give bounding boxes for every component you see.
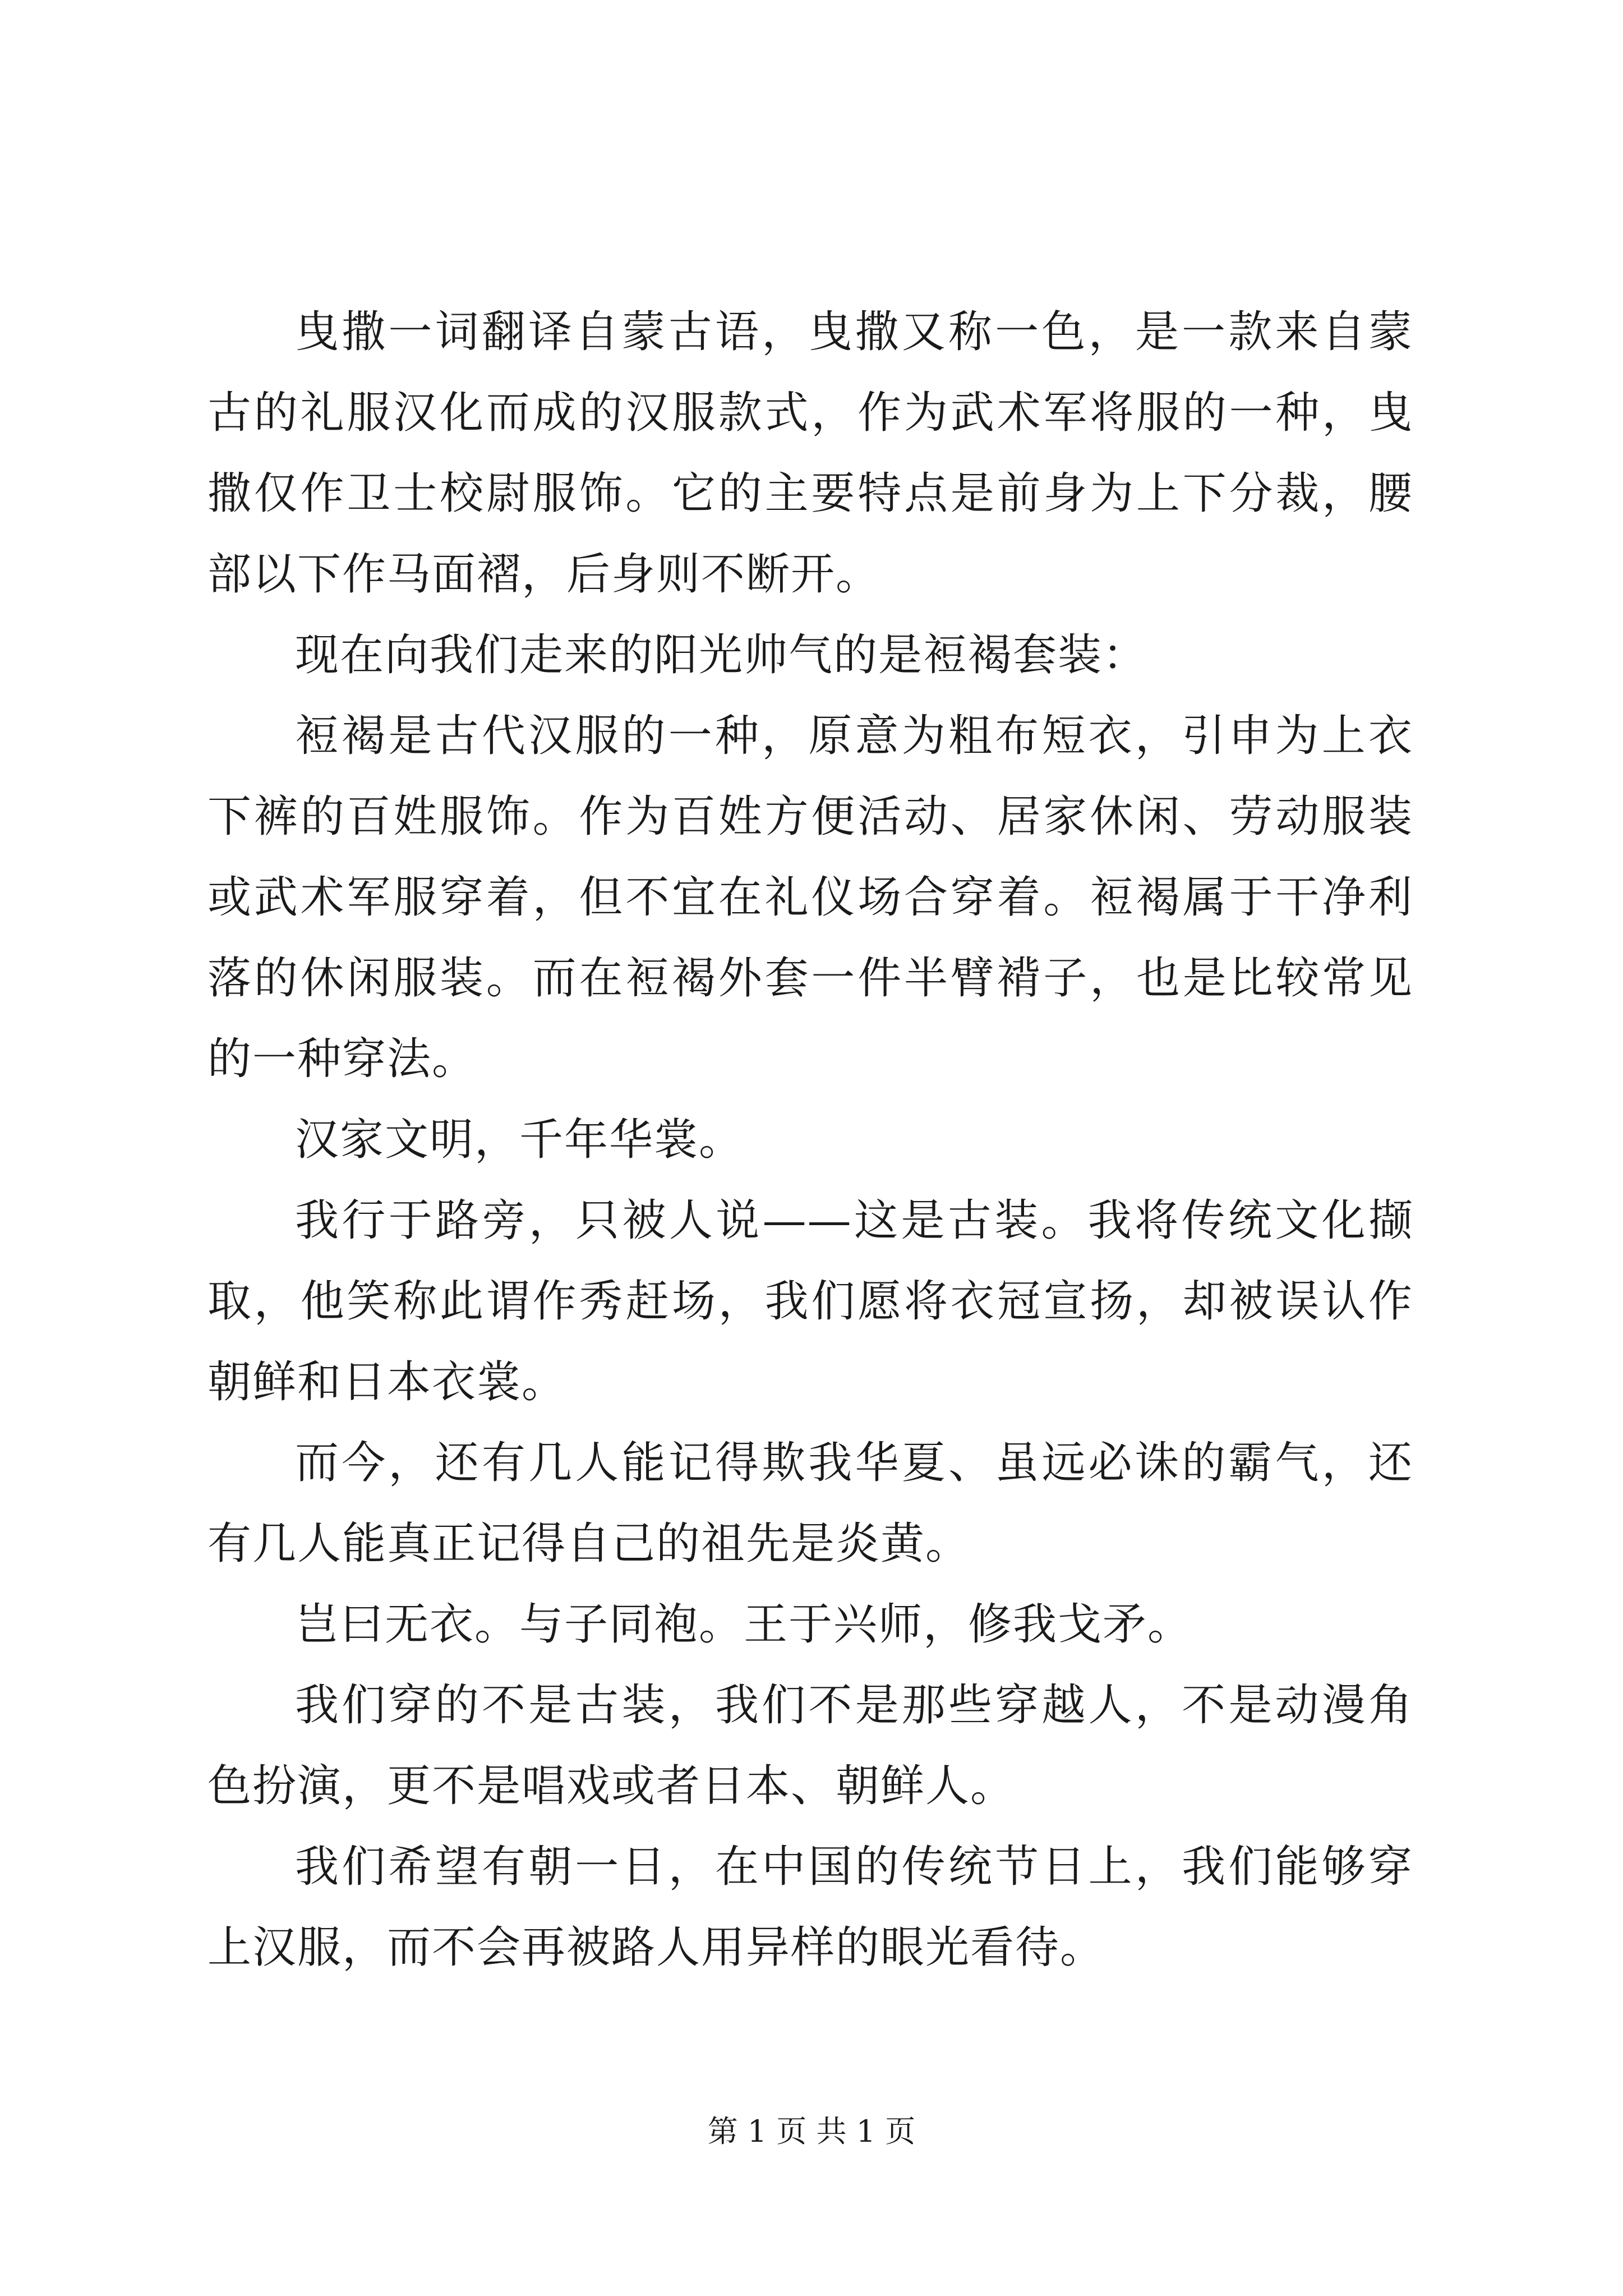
paragraph-9: 我们希望有朝一日，在中国的传统节日上，我们能够穿上汉服，而不会再被路人用异样的眼光看待。 [208, 1842, 1413, 1973]
paragraph-8: 我们穿的不是古装，我们不是那些穿越人，不是动漫角色扮演，更不是唱戏或者日本、朝鲜人。 [208, 1680, 1413, 1811]
paragraph-5: 我行于路旁，只被人说——这是古装。我将传统文化撷取，他笑称此谓作秀赶场，我们愿将衣冠宣扬，却被误认作朝鲜和日本衣裳。 [208, 1195, 1413, 1407]
paragraph-2: 现在向我们走来的阳光帅气的是裋褐套装： [295, 630, 1148, 680]
paragraph-6: 而今，还有几人能记得欺我华夏、虽远必诛的霸气，还有几人能真正记得自己的祖先是炎黄。 [208, 1438, 1413, 1569]
paragraph-4: 汉家文明，千年华裳。 [295, 1115, 744, 1165]
page-footer: 第 1 页 共 1 页 [707, 2114, 916, 2149]
paragraph-7: 岂曰无衣。与子同袍。王于兴师，修我戈矛。 [295, 1599, 1193, 1650]
paragraph-1: 曳撒一词翻译自蒙古语，曳撒又称一色，是一款来自蒙古的礼服汉化而成的汉服款式，作为武术军将服的一种，曳撒仅作卫士校尉服饰。它的主要特点是前身为上下分裁，腰部以下作马面褶，后身则不断开。 [208, 307, 1413, 600]
paragraph-3: 裋褐是古代汉服的一种，原意为粗布短衣，引申为上衣下裤的百姓服饰。作为百姓方便活动、居家休闲、劳动服装或武术军服穿着，但不宜在礼仪场合穿着。裋褐属于干净利落的休闲服装。而在裋褐外套一件半臂褙子，也是比较常见的一种穿法。 [208, 711, 1413, 1084]
document-body [208, 292, 1413, 1988]
